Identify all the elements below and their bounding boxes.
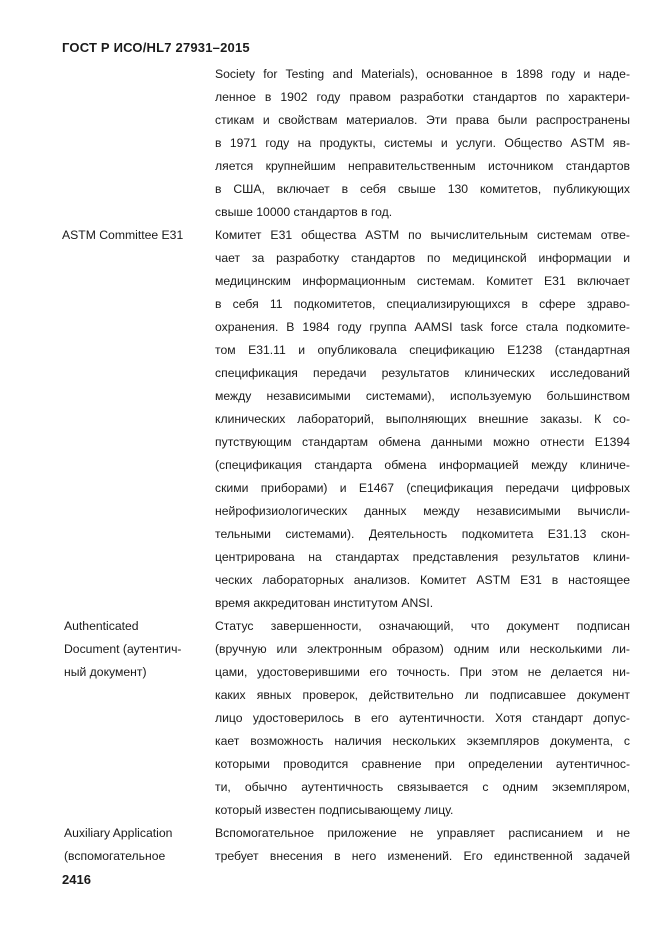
term-line: ASTM Committee E31 bbox=[62, 228, 184, 242]
definition-line: спецификация передачи результатов клинических исследований bbox=[215, 366, 630, 380]
glossary-entry-astm-committee-e31 bbox=[62, 224, 630, 615]
definition-line: центрирована на стандартах представления результатов клини- bbox=[215, 550, 630, 564]
glossary-term bbox=[62, 822, 215, 868]
glossary-entry-auxiliary-application bbox=[62, 822, 630, 868]
page-header-standard-id: ГОСТ Р ИСО/HL7 27931–2015 bbox=[62, 40, 250, 55]
definition-line: стикам и свойствам материалов. Эти права были распространены bbox=[215, 113, 630, 127]
definition-line: цами, удостоверившими его точность. При этом не делается ни- bbox=[215, 665, 630, 679]
definition-line: в США, включает в себя свыше 130 комитетов, публикующих bbox=[215, 182, 630, 196]
definition-line: нейрофизиологических данных между независимыми вычисли- bbox=[215, 504, 630, 518]
definition-line: Вспомогательное приложение не управляет расписанием и не bbox=[215, 826, 630, 840]
term-line: Auxiliary Application bbox=[64, 826, 173, 840]
definition-line: ленное в 1902 году правом разработки стандартов по характери- bbox=[215, 90, 630, 104]
definition-line: ляется крупнейшим неправительственным источником стандартов bbox=[215, 159, 630, 173]
definition-line: клинических лабораторий, выполняющих внешние заказы. К со- bbox=[215, 412, 630, 426]
definition-line: требует внесения в него изменений. Его единственной задачей bbox=[215, 849, 630, 863]
glossary-definition bbox=[215, 224, 630, 615]
definition-line: путствующим стандартам обмена данными можно отнести E1394 bbox=[215, 435, 630, 449]
page-number: 2416 bbox=[62, 872, 91, 887]
definition-line: которыми проводится сравнение при определении аутентичнос- bbox=[215, 757, 630, 771]
glossary-entry-authenticated-document bbox=[62, 615, 630, 822]
glossary-term bbox=[62, 63, 215, 224]
definition-line: в себя 11 подкомитетов, специализирующихся в сфере здраво- bbox=[215, 297, 630, 311]
definition-line: медицинским информационным системам. Комитет E31 включает bbox=[215, 274, 630, 288]
definition-line: лицо удостоверилось в его аутентичности. Хотя стандарт допус- bbox=[215, 711, 630, 725]
definition-line: (вручную или электронным образом) одним или несколькими ли- bbox=[215, 642, 630, 656]
definition-line: время аккредитован институтом ANSI. bbox=[215, 596, 434, 610]
glossary-term bbox=[62, 615, 215, 822]
glossary-definition bbox=[215, 615, 630, 822]
definition-line: скими приборами) и E1467 (спецификация передачи цифровых bbox=[215, 481, 630, 495]
glossary-entry-astm-continued bbox=[62, 63, 630, 224]
definition-line: (спецификация стандарта обмена информацией между клиниче- bbox=[215, 458, 630, 472]
definition-line: между независимыми системами), используемую большинством bbox=[215, 389, 630, 403]
glossary-definition bbox=[215, 63, 630, 224]
definition-line: свыше 10000 стандартов в год. bbox=[215, 205, 393, 219]
definition-line: Society for Testing and Materials), основанное в 1898 году и наде- bbox=[215, 67, 630, 81]
definition-line: ти, обычно аутентичность связывается с одним экземпляром, bbox=[215, 780, 630, 794]
definition-line: Комитет E31 общества ASTM по вычислительным системам отве- bbox=[215, 228, 630, 242]
glossary-definition bbox=[215, 822, 630, 868]
definition-line: ческих лабораторных анализов. Комитет ASTM E31 в настоящее bbox=[215, 573, 630, 587]
definition-line: охранения. В 1984 году группа AAMSI task force стала подкомите- bbox=[215, 320, 630, 334]
definition-line: кает возможность наличия нескольких экземпляров документа, с bbox=[215, 734, 630, 748]
term-line: (вспомогательное bbox=[64, 849, 166, 863]
definition-line: том E31.11 и опубликовала спецификацию E1238 (стандартная bbox=[215, 343, 630, 357]
definition-line: каких явных проверок, действительно ли подписавшее документ bbox=[215, 688, 630, 702]
definition-line: Статус завершенности, означающий, что документ подписан bbox=[215, 619, 630, 633]
term-line: Authenticated bbox=[64, 619, 139, 633]
definition-line: в 1971 году на продукты, системы и услуги. Общество ASTM яв- bbox=[215, 136, 630, 150]
glossary-term bbox=[62, 224, 215, 615]
definition-line: тельными системами). Деятельность подкомитета E31.13 скон- bbox=[215, 527, 630, 541]
definition-line: который известен подписывающему лицу. bbox=[215, 803, 454, 817]
term-line: ный документ) bbox=[64, 665, 147, 679]
glossary-content bbox=[62, 63, 630, 868]
definition-line: чает за разработку стандартов по медицинской информации и bbox=[215, 251, 630, 265]
term-line: Document (аутентич- bbox=[64, 642, 182, 656]
